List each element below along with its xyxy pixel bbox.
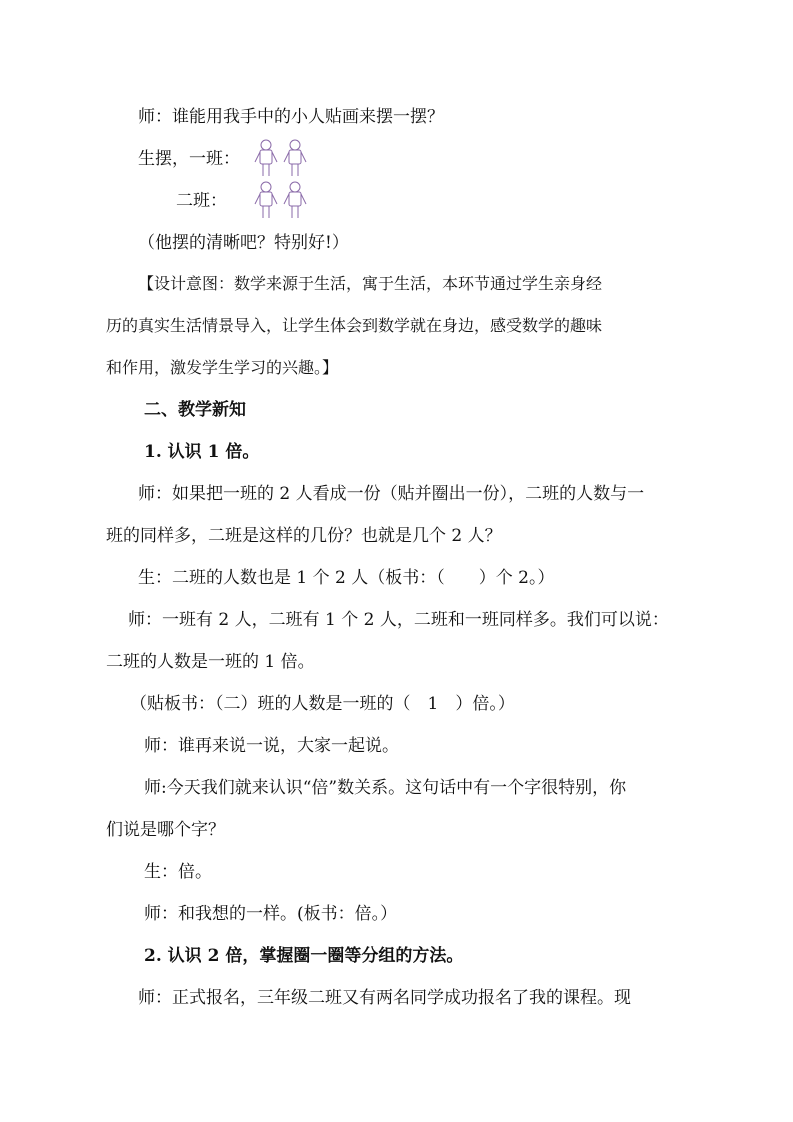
person-sticker-icon bbox=[255, 182, 277, 218]
section-heading-new-knowledge: 二、教学新知 bbox=[144, 400, 246, 420]
line-praise: （他摆的清晰吧？特别好!） bbox=[138, 233, 349, 253]
class-two-figures bbox=[252, 180, 312, 220]
paragraph-times-intro-1: 师:今天我们就来认识“倍”数关系。这句话中有一个字很特别，你 bbox=[144, 778, 627, 798]
design-intent-line-3: 和作用，激发学生学习的兴趣。】 bbox=[106, 358, 339, 377]
line-class-one-label: 生摆，一班： bbox=[138, 149, 240, 169]
line-student-bei: 生：倍。 bbox=[144, 862, 212, 882]
paragraph-teacher-summary-2: 二班的人数是一班的 1 倍。 bbox=[106, 652, 315, 672]
subheading-one-times: 1. 认识 1 倍。 bbox=[144, 442, 260, 462]
subheading-two-times: 2. 认识 2 倍，掌握圈一圈等分组的方法。 bbox=[144, 946, 464, 966]
line-class-two-label: 二班： bbox=[176, 191, 227, 211]
person-sticker-icon bbox=[284, 140, 306, 176]
paragraph-registration: 师：正式报名，三年级二班又有两名同学成功报名了我的课程。现 bbox=[138, 988, 631, 1008]
line-repeat-together: 师：谁再来说一说，大家一起说。 bbox=[144, 736, 399, 756]
paragraph-times-intro-2: 们说是哪个字？ bbox=[106, 820, 225, 840]
line-student-answer: 生：二班的人数也是 1 个 2 人（板书：（ ）个 2。） bbox=[138, 568, 555, 588]
paragraph-teacher-summary-1: 师：一班有 2 人，二班有 1 个 2 人，二班和一班同样多。我们可以说： bbox=[128, 610, 669, 630]
design-intent-line-2: 历的真实生活情景导入，让学生体会到数学就在身边，感受数学的趣味 bbox=[106, 316, 603, 335]
line-board-note: （贴板书：（二）班的人数是一班的（ 1 ）倍。） bbox=[130, 694, 515, 714]
person-sticker-icon bbox=[255, 140, 277, 176]
paragraph-teacher-line-2: 班的同样多，二班是这样的几份？也就是几个 2 人？ bbox=[106, 526, 502, 546]
class-one-figures bbox=[252, 138, 312, 178]
line-teacher-question: 师：谁能用我手中的小人贴画来摆一摆？ bbox=[138, 107, 444, 127]
line-teacher-agree: 师：和我想的一样。(板书：倍。） bbox=[144, 904, 398, 924]
paragraph-teacher-line-1: 师：如果把一班的 2 人看成一份（贴并圈出一份），二班的人数与一 bbox=[138, 484, 645, 504]
design-intent-line-1: 【设计意图：数学来源于生活，寓于生活，本环节通过学生亲身经 bbox=[138, 274, 603, 293]
person-sticker-icon bbox=[284, 182, 306, 218]
